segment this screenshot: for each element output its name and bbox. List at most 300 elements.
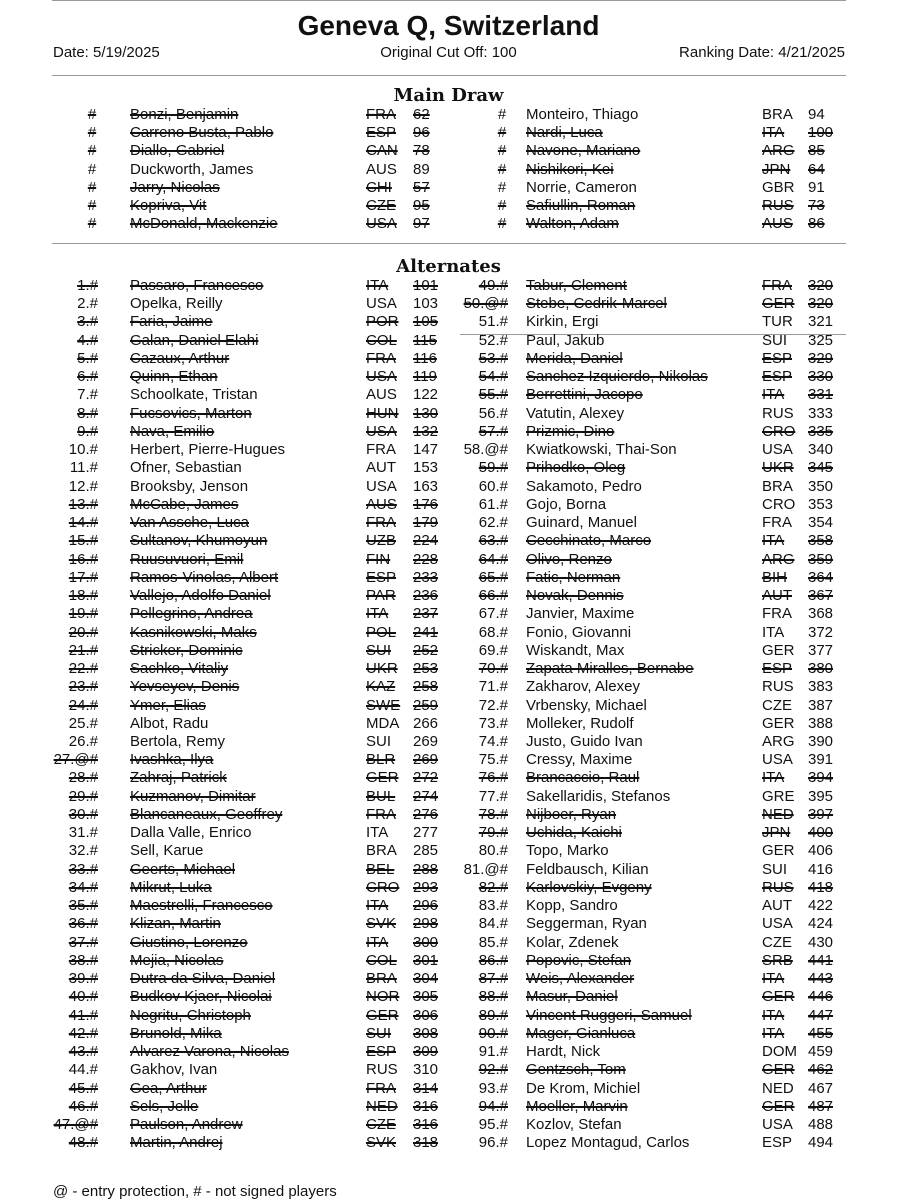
player-seed: 92.#: [478, 1061, 508, 1079]
player-seed: 42.#: [68, 1024, 98, 1042]
player-ranking: 459: [808, 1043, 834, 1061]
player-seed: 89.#: [478, 1006, 508, 1024]
player-ranking: 308: [413, 1024, 439, 1042]
player-seed: #: [497, 215, 507, 233]
player-nationality: USA: [762, 915, 793, 933]
player-row: [0, 1098, 897, 1116]
player-row: [0, 1134, 897, 1152]
player-seed: 67.#: [478, 605, 508, 623]
player-seed: #: [87, 215, 97, 233]
player-name: Carreno Busta, Pablo: [130, 124, 274, 142]
player-nationality: ESP: [366, 124, 397, 142]
player-ranking: 89: [413, 160, 430, 178]
player-nationality: ESP: [366, 568, 397, 586]
player-seed: 61.#: [478, 495, 508, 513]
player-name: Popovic, Stefan: [526, 951, 632, 969]
player-name: Gakhov, Ivan: [130, 1061, 218, 1079]
player-ranking: 345: [808, 459, 834, 477]
player-seed: 34.#: [68, 878, 98, 896]
player-name: Blancaneaux, Geoffrey: [130, 805, 283, 823]
player-name: Feldbausch, Kilian: [526, 860, 649, 878]
player-nationality: AUT: [762, 587, 792, 605]
player-nationality: RUS: [762, 404, 794, 422]
player-ranking: 228: [413, 550, 439, 568]
player-nationality: NED: [762, 1079, 794, 1097]
player-name: Olivo, Renzo: [526, 550, 612, 568]
player-seed: 84.#: [478, 915, 508, 933]
player-ranking: 300: [413, 933, 439, 951]
player-name: Diallo, Gabriel: [130, 142, 225, 160]
player-ranking: 122: [413, 386, 439, 404]
player-ranking: 91: [808, 178, 825, 196]
player-nationality: ITA: [762, 124, 785, 142]
player-seed: 13.#: [68, 495, 98, 513]
ranking-date-label: Ranking Date: 4/21/2025: [679, 44, 845, 61]
player-seed: 1.#: [77, 277, 98, 294]
player-name: Galan, Daniel Elahi: [130, 331, 259, 349]
player-nationality: CAN: [366, 142, 398, 160]
player-seed: 86.#: [478, 951, 508, 969]
player-name: Zahraj, Patrick: [130, 769, 227, 787]
player-nationality: NED: [366, 1097, 398, 1115]
player-row: [0, 861, 897, 879]
player-seed: 54.#: [478, 368, 508, 386]
player-row: [0, 405, 897, 423]
player-ranking: 86: [808, 215, 825, 233]
player-seed: 83.#: [478, 897, 508, 915]
player-seed: 37.#: [68, 933, 98, 951]
player-ranking: 259: [413, 696, 439, 714]
player-row: [0, 879, 897, 897]
player-seed: 73.#: [478, 714, 508, 732]
player-ranking: 400: [808, 824, 834, 842]
player-ranking: 277: [413, 824, 439, 842]
player-nationality: AUS: [366, 495, 397, 513]
player-row: [0, 587, 897, 605]
player-seed: 23.#: [68, 678, 98, 696]
player-seed: 45.#: [68, 1079, 98, 1097]
player-nationality: FRA: [762, 277, 792, 294]
player-seed: 16.#: [68, 550, 98, 568]
player-ranking: 276: [413, 805, 439, 823]
player-name: Sakamoto, Pedro: [526, 477, 642, 495]
page-title: Geneva Q, Switzerland: [297, 10, 600, 41]
player-seed: 47.@#: [53, 1116, 98, 1134]
player-ranking: 115: [413, 331, 437, 349]
player-ranking: 301: [413, 951, 439, 969]
player-nationality: BRA: [366, 842, 397, 860]
player-nationality: CZE: [366, 1116, 396, 1134]
player-name: Walton, Adam: [526, 215, 619, 233]
player-name: Merida, Daniel: [526, 349, 623, 367]
player-nationality: ARG: [762, 142, 795, 160]
player-name: Novak, Dennis: [526, 587, 624, 605]
player-row: [0, 624, 897, 642]
player-seed: #: [497, 124, 507, 142]
player-seed: 26.#: [68, 733, 98, 750]
player-seed: 6.#: [77, 368, 98, 386]
player-seed: 20.#: [68, 623, 98, 641]
player-seed: 85.#: [478, 933, 508, 951]
player-nationality: FRA: [366, 441, 396, 459]
player-seed: #: [87, 160, 97, 178]
player-nationality: ITA: [762, 1024, 785, 1042]
player-name: Gentzsch, Tom: [526, 1061, 626, 1079]
player-seed: 18.#: [68, 587, 98, 605]
player-nationality: JPN: [762, 824, 791, 842]
player-name: Sakellaridis, Stefanos: [526, 787, 671, 805]
player-nationality: GER: [762, 641, 795, 659]
player-ranking: 368: [808, 605, 834, 623]
player-seed: 2.#: [77, 295, 98, 313]
player-nationality: CRO: [762, 422, 796, 440]
player-name: Albot, Radu: [130, 714, 209, 732]
player-nationality: USA: [366, 368, 397, 386]
player-ranking: 325: [808, 331, 834, 349]
player-name: Kolar, Zdenek: [526, 933, 619, 951]
player-nationality: USA: [762, 1116, 793, 1134]
player-seed: 91.#: [478, 1043, 508, 1061]
player-nationality: CHI: [366, 178, 392, 196]
player-name: Kopriva, Vit: [130, 197, 207, 214]
player-name: Topo, Marko: [526, 842, 609, 860]
player-row: [0, 179, 897, 197]
player-seed: 58.@#: [463, 441, 508, 459]
player-row: [0, 161, 897, 179]
player-name: Passaro, Francesco: [130, 277, 264, 294]
player-ranking: 372: [808, 623, 834, 641]
player-name: Moeller, Marvin: [526, 1097, 628, 1115]
player-name: Sachko, Vitaliy: [130, 660, 229, 678]
player-nationality: GER: [762, 842, 795, 860]
player-seed: #: [87, 106, 97, 123]
player-name: Justo, Guido Ivan: [526, 733, 643, 750]
player-seed: 22.#: [68, 660, 98, 678]
player-seed: 33.#: [68, 860, 98, 878]
player-ranking: 132: [413, 422, 439, 440]
player-name: Ofner, Sebastian: [130, 459, 242, 477]
player-seed: 5.#: [77, 349, 98, 367]
player-name: Duckworth, James: [130, 160, 254, 178]
player-nationality: USA: [762, 751, 793, 769]
player-name: Mejia, Nicolas: [130, 951, 224, 969]
player-ranking: 406: [808, 842, 834, 860]
player-ranking: 306: [413, 1006, 439, 1024]
player-row: [0, 142, 897, 160]
player-nationality: GER: [762, 988, 795, 1006]
player-name: Klizan, Martin: [130, 915, 221, 933]
player-ranking: 314: [413, 1079, 439, 1097]
player-nationality: ITA: [762, 970, 785, 988]
player-ranking: 73: [808, 197, 825, 214]
player-ranking: 293: [413, 878, 439, 896]
player-ranking: 130: [413, 404, 439, 422]
player-name: Seggerman, Ryan: [526, 915, 647, 933]
player-name: Kozlov, Stefan: [526, 1116, 622, 1134]
player-ranking: 176: [413, 495, 439, 513]
player-nationality: HUN: [366, 404, 399, 422]
player-ranking: 488: [808, 1116, 834, 1134]
player-name: Herbert, Pierre-Hugues: [130, 441, 286, 459]
player-name: Faria, Jaime: [130, 313, 213, 331]
player-nationality: USA: [366, 422, 397, 440]
player-ranking: 487: [808, 1097, 834, 1115]
player-row: [0, 806, 897, 824]
player-name: Stebe, Cedrik-Marcel: [526, 295, 667, 313]
player-seed: 11.#: [69, 459, 98, 477]
player-ranking: 96: [413, 124, 430, 142]
player-row: [0, 551, 897, 569]
player-nationality: FIN: [366, 550, 391, 568]
player-seed: 21.#: [68, 641, 98, 659]
player-nationality: ITA: [762, 623, 785, 641]
player-seed: 55.#: [478, 386, 508, 404]
player-nationality: KAZ: [366, 678, 396, 696]
player-nationality: ITA: [762, 386, 785, 404]
player-row: [0, 569, 897, 587]
player-seed: 31.#: [68, 824, 98, 842]
player-ranking: 272: [413, 769, 439, 787]
player-ranking: 309: [413, 1043, 439, 1061]
player-nationality: USA: [366, 295, 397, 313]
player-name: Paulson, Andrew: [130, 1116, 243, 1134]
player-name: Navone, Mariano: [526, 142, 641, 160]
player-seed: 72.#: [478, 696, 508, 714]
player-nationality: USA: [762, 441, 793, 459]
player-nationality: FRA: [366, 1079, 396, 1097]
player-nationality: NOR: [366, 988, 400, 1006]
player-row: [0, 459, 897, 477]
player-nationality: USA: [366, 215, 397, 233]
player-name: Bertola, Remy: [130, 733, 226, 750]
player-ranking: 163: [413, 477, 439, 495]
player-nationality: ESP: [762, 349, 793, 367]
player-name: Sanchez Izquierdo, Nikolas: [526, 368, 708, 386]
player-nationality: POL: [366, 623, 397, 641]
player-seed: 40.#: [68, 988, 98, 1006]
player-ranking: 310: [413, 1061, 439, 1079]
player-name: Sell, Karue: [130, 842, 204, 860]
player-name: Nishikori, Kei: [526, 160, 614, 178]
player-nationality: AUS: [366, 386, 397, 404]
player-name: Mikrut, Luka: [130, 878, 212, 896]
player-nationality: GBR: [762, 178, 795, 196]
player-ranking: 467: [808, 1079, 834, 1097]
player-seed: 14.#: [68, 514, 98, 532]
player-seed: 96.#: [478, 1134, 508, 1152]
player-name: Pellegrino, Andrea: [130, 605, 253, 623]
player-seed: 82.#: [478, 878, 508, 896]
player-nationality: UZB: [366, 532, 396, 550]
player-seed: 44.#: [68, 1061, 98, 1079]
player-name: Giustino, Lorenzo: [130, 933, 248, 951]
player-ranking: 119: [413, 368, 437, 386]
player-name: Geerts, Michael: [130, 860, 236, 878]
player-name: Ruusuvuori, Emil: [130, 550, 244, 568]
player-ranking: 350: [808, 477, 834, 495]
player-row: [0, 824, 897, 842]
player-ranking: 390: [808, 733, 834, 750]
player-seed: 56.#: [478, 404, 508, 422]
player-ranking: 296: [413, 897, 439, 915]
player-name: Stricker, Dominic: [130, 641, 243, 659]
player-ranking: 101: [413, 277, 439, 294]
player-nationality: ITA: [366, 605, 389, 623]
player-nationality: BRA: [762, 106, 793, 123]
player-name: Fucsovics, Marton: [130, 404, 252, 422]
player-ranking: 57: [413, 178, 430, 196]
player-seed: 63.#: [478, 532, 508, 550]
player-seed: 64.#: [478, 550, 508, 568]
player-name: Karlovskiy, Evgeny: [526, 878, 652, 896]
player-ranking: 387: [808, 696, 834, 714]
player-nationality: GER: [762, 295, 795, 313]
player-nationality: SVK: [366, 915, 397, 933]
player-ranking: 64: [808, 160, 825, 178]
player-ranking: 116: [413, 349, 437, 367]
player-seed: 25.#: [68, 714, 98, 732]
player-ranking: 94: [808, 106, 825, 123]
player-ranking: 266: [413, 714, 439, 732]
player-name: Paul, Jakub: [526, 331, 605, 349]
player-seed: #: [87, 197, 97, 214]
player-nationality: ITA: [762, 769, 785, 787]
player-nationality: FRA: [366, 514, 396, 532]
player-seed: 71.#: [478, 678, 508, 696]
player-row: [0, 970, 897, 988]
player-nationality: SRB: [762, 951, 793, 969]
player-seed: 7.#: [77, 386, 98, 404]
player-ranking: 335: [808, 422, 834, 440]
player-ranking: 358: [808, 532, 834, 550]
player-nationality: POR: [366, 313, 399, 331]
player-seed: 39.#: [68, 970, 98, 988]
player-nationality: GER: [762, 1061, 795, 1079]
player-ranking: 241: [413, 623, 439, 641]
player-name: Wiskandt, Max: [526, 641, 625, 659]
player-ranking: 331: [808, 386, 834, 404]
player-seed: 19.#: [68, 605, 98, 623]
player-seed: 28.#: [68, 769, 98, 787]
main-draw-title: Main Draw: [393, 85, 504, 106]
player-row: [0, 441, 897, 459]
player-seed: 65.#: [478, 568, 508, 586]
player-ranking: 447: [808, 1006, 834, 1024]
player-row: [0, 715, 897, 733]
player-ranking: 340: [808, 441, 834, 459]
player-seed: 46.#: [68, 1097, 98, 1115]
player-nationality: CZE: [762, 933, 792, 951]
player-ranking: 416: [808, 860, 834, 878]
player-ranking: 320: [808, 277, 834, 294]
player-seed: 70.#: [478, 660, 508, 678]
player-nationality: SVK: [366, 1134, 397, 1152]
player-nationality: GRE: [762, 787, 795, 805]
player-seed: #: [497, 197, 507, 214]
player-ranking: 394: [808, 769, 834, 787]
player-ranking: 179: [413, 514, 439, 532]
player-seed: 15.#: [68, 532, 98, 550]
player-nationality: FRA: [366, 106, 396, 123]
player-ranking: 430: [808, 933, 834, 951]
player-seed: #: [497, 142, 507, 160]
player-row: [0, 897, 897, 915]
player-name: Jarry, Nicolas: [130, 178, 220, 196]
player-ranking: 321: [808, 313, 834, 331]
player-row: [0, 197, 897, 215]
player-seed: 10.#: [68, 441, 98, 459]
player-nationality: RUS: [366, 1061, 398, 1079]
player-ranking: 153: [413, 459, 439, 477]
player-nationality: BEL: [366, 860, 395, 878]
player-nationality: CRO: [762, 495, 796, 513]
player-seed: #: [497, 160, 507, 178]
player-ranking: 318: [413, 1134, 439, 1152]
player-seed: 75.#: [478, 751, 508, 769]
player-nationality: ITA: [762, 1006, 785, 1024]
player-ranking: 455: [808, 1024, 834, 1042]
player-ranking: 304: [413, 970, 439, 988]
player-seed: 59.#: [478, 459, 508, 477]
player-seed: 29.#: [68, 787, 98, 805]
player-name: Kuzmanov, Dimitar: [130, 787, 256, 805]
player-name: Lopez Montagud, Carlos: [526, 1134, 690, 1152]
player-seed: 4.#: [77, 331, 98, 349]
player-name: Janvier, Maxime: [526, 605, 635, 623]
player-ranking: 288: [413, 860, 439, 878]
player-row: [0, 368, 897, 386]
player-nationality: AUS: [762, 215, 793, 233]
player-name: Mager, Gianluca: [526, 1024, 636, 1042]
player-nationality: GER: [366, 769, 399, 787]
player-ranking: 418: [808, 878, 834, 896]
player-nationality: SUI: [762, 331, 788, 349]
player-ranking: 269: [413, 733, 439, 750]
player-ranking: 443: [808, 970, 834, 988]
player-name: Vincent Ruggeri, Samuel: [526, 1006, 692, 1024]
player-row: [0, 496, 897, 514]
player-nationality: TUR: [762, 313, 793, 331]
player-name: Guinard, Manuel: [526, 514, 637, 532]
player-seed: 9.#: [77, 422, 98, 440]
player-row: [0, 478, 897, 496]
player-nationality: SUI: [366, 641, 392, 659]
player-name: Kasnikowski, Maks: [130, 623, 257, 641]
player-nationality: GER: [762, 1097, 795, 1115]
player-nationality: CRO: [366, 878, 400, 896]
player-row: [0, 1025, 897, 1043]
player-nationality: SUI: [366, 733, 392, 750]
player-nationality: CZE: [366, 197, 396, 214]
player-nationality: BUL: [366, 787, 396, 805]
player-ranking: 353: [808, 495, 834, 513]
player-seed: 17.#: [68, 568, 98, 586]
player-ranking: 364: [808, 568, 834, 586]
player-nationality: BLR: [366, 751, 396, 769]
player-ranking: 236: [413, 587, 439, 605]
player-name: Bonzi, Benjamin: [130, 106, 239, 123]
player-name: Quinn, Ethan: [130, 368, 218, 386]
player-nationality: ARG: [762, 733, 795, 750]
player-ranking: 462: [808, 1061, 834, 1079]
player-ranking: 100: [808, 124, 834, 142]
player-nationality: RUS: [762, 678, 794, 696]
player-ranking: 395: [808, 787, 834, 805]
player-row: [0, 386, 897, 404]
player-ranking: 354: [808, 514, 834, 532]
player-ranking: 494: [808, 1134, 834, 1152]
player-seed: 88.#: [478, 988, 508, 1006]
